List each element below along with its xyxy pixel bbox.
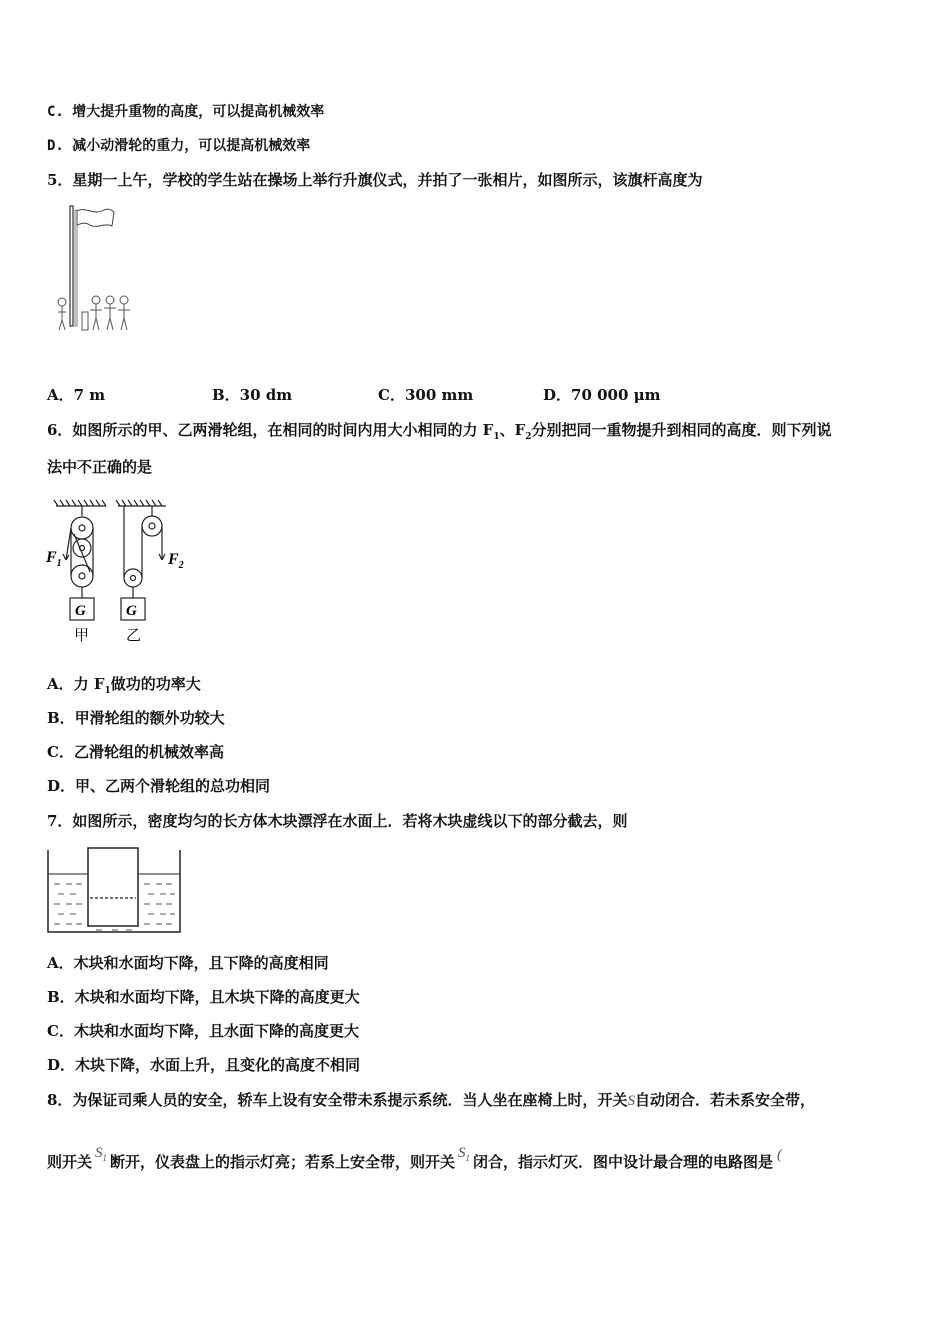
q6-option-b: B．甲滑轮组的额外功较大	[47, 709, 225, 727]
floating-block-figure	[44, 846, 184, 936]
q5-option-c: C．300 mm	[378, 386, 474, 404]
pulley-system-figure	[42, 498, 192, 644]
q4-option-d: D. 减小动滑轮的重力，可以提高机械效率	[47, 138, 311, 154]
f1-subscript: 1	[56, 558, 62, 569]
q6-option-d: D．甲、乙两个滑轮组的总功相同	[47, 777, 271, 795]
q8-stem-line2	[47, 1145, 783, 1178]
q8-stem-part: 自动闭合．若未系安全带，	[634, 1091, 815, 1109]
f1-label	[45, 549, 62, 569]
open-paren: (	[777, 1147, 783, 1163]
label-jia: 甲	[74, 626, 90, 644]
switch-s1-symbol	[95, 1145, 107, 1161]
q6-option-a	[47, 674, 201, 701]
q5-option-b: B．30 dm	[212, 386, 293, 404]
q8-stem-part: 8．为保证司乘人员的安全，轿车上设有安全带未系提示系统．当人坐在座椅上时，开关	[47, 1091, 628, 1109]
q6-stem-part: 6．如图所示的甲、乙两滑轮组，在相同的时间内用大小相同的力 F	[47, 421, 494, 439]
q4-option-c: C. 增大提升重物的高度，可以提高机械效率	[47, 104, 325, 120]
f1-letter: F	[46, 549, 57, 566]
subscript: 1	[104, 686, 111, 696]
q7-option-b: B．木块和水面均下降，且木块下降的高度更大	[47, 988, 360, 1006]
q6-stem-part: 分别把同一重物提升到相同的高度．则下列说	[531, 421, 832, 439]
q5-stem: 5．星期一上午，学校的学生站在操场上举行升旗仪式，并拍了一张相片，如图所示，该旗杆高度为	[47, 171, 703, 189]
q8-stem-part: 断开，仪表盘上的指示灯亮；若系上安全带，则开关	[110, 1153, 456, 1171]
flagpole-figure	[52, 202, 142, 334]
switch-s1-symbol-2	[458, 1145, 470, 1161]
q7-stem: 7．如图所示，密度均匀的长方体木块漂浮在水面上．若将木块虚线以下的部分截去，则	[47, 812, 628, 830]
q6-option-c: C．乙滑轮组的机械效率高	[47, 743, 224, 761]
q6-stem-line1	[47, 420, 832, 447]
subscript: 1	[465, 1153, 471, 1163]
q7-option-a: A．木块和水面均下降，且下降的高度相同	[47, 954, 329, 972]
q6-option-a-part: 做功的功率大	[110, 675, 201, 693]
s1-letter: S	[95, 1145, 103, 1161]
f2-label	[167, 551, 184, 571]
f2-letter: F	[168, 551, 179, 568]
q7-option-d: D．木块下降，水面上升，且变化的高度不相同	[47, 1056, 361, 1074]
q5-option-d: D．70 000 μm	[543, 386, 661, 404]
subscript: 2	[525, 432, 532, 442]
subscript: 1	[102, 1153, 108, 1163]
f2-subscript: 2	[178, 560, 184, 571]
label-yi: 乙	[126, 626, 142, 644]
q8-stem-part: 闭合，指示灯灭．图中设计最合理的电路图是	[473, 1153, 774, 1171]
weight-label-jia: G	[75, 603, 86, 619]
q5-option-a: A．7 m	[47, 386, 106, 404]
q8-stem-line1	[47, 1090, 815, 1111]
weight-label-yi: G	[126, 603, 137, 619]
q8-stem-part: 则开关	[47, 1153, 93, 1171]
switch-s-symbol: S	[627, 1093, 635, 1109]
q7-option-c: C．木块和水面均下降，且水面下降的高度更大	[47, 1022, 359, 1040]
subscript: 1	[493, 432, 500, 442]
q6-stem-line2: 法中不正确的是	[47, 458, 153, 476]
q6-stem-part: 、F	[499, 421, 526, 439]
s1-letter: S	[458, 1145, 466, 1161]
q6-option-a-part: A．力 F	[47, 675, 105, 693]
